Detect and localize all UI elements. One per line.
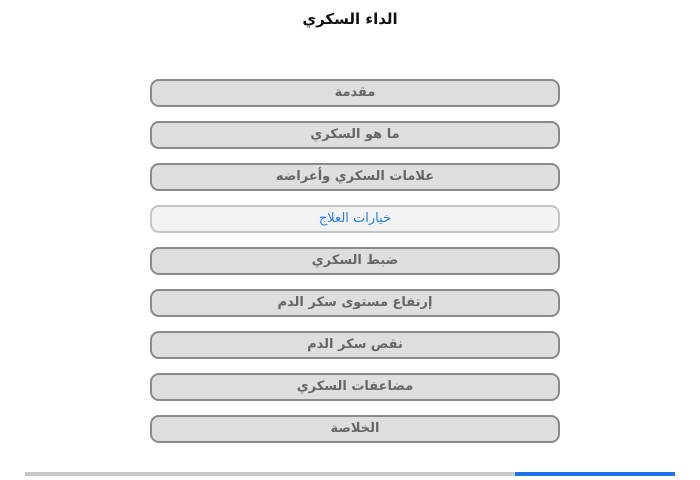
chapter-menu <box>150 79 560 457</box>
menu-item-treatment-options[interactable]: خيارات العلاج <box>150 205 560 233</box>
menu-item-diabetes-control[interactable]: ضبط السكري <box>150 247 560 275</box>
menu-item-hyperglycemia[interactable]: إرتفاع مستوى سكر الدم <box>150 289 560 317</box>
page-title: الداء السكري <box>302 10 398 28</box>
menu-item-what-is-diabetes[interactable]: ما هو السكري <box>150 121 560 149</box>
menu-item-complications[interactable]: مضاعفات السكري <box>150 373 560 401</box>
menu-item-summary[interactable]: الخلاصة <box>150 415 560 443</box>
progress-bar <box>25 472 675 476</box>
menu-item-introduction[interactable]: مقدمة <box>150 79 560 107</box>
menu-item-signs-and-symptoms[interactable]: علامات السكري وأعراضه <box>150 163 560 191</box>
menu-item-hypoglycemia[interactable]: نقص سكر الدم <box>150 331 560 359</box>
progress-bar-fill <box>515 472 675 476</box>
